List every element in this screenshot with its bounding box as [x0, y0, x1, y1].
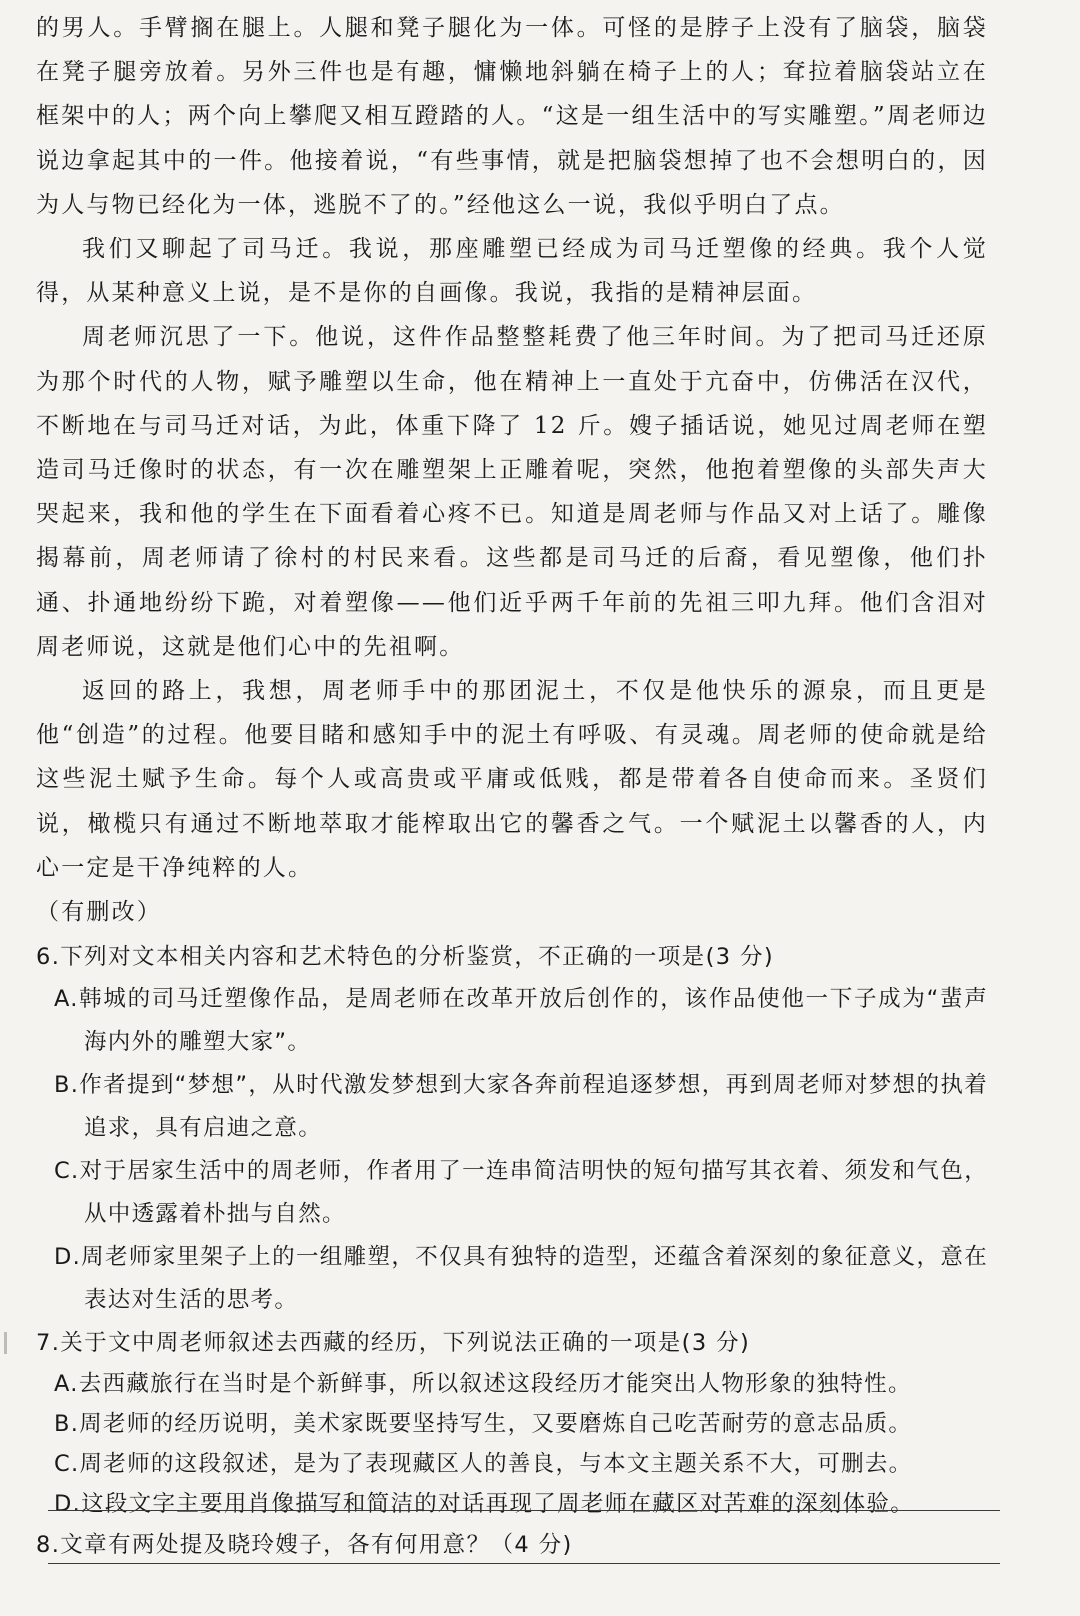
- passage-paragraph-4: 返回的路上，我想，周老师手中的那团泥土，不仅是他快乐的源泉，而且更是他“创造”的过程。他要目睹和感知手中的泥土有呼吸、有灵魂。周老师的使命就是给这些泥土赋予生命。每个人或高贵或平庸或低贱，都是带着各自使命而来。圣贤们说，橄榄只有通过不断地萃取才能榨取出它的馨香之气。一个赋泥土以馨香的人，内心一定是干净纯粹的人。: [36, 678, 988, 881]
- reading-passage: [36, 6, 988, 934]
- option-d: D.这段文字主要用肖像描写和简洁的对话再现了周老师在藏区对苦难的深刻体验。: [54, 1491, 915, 1518]
- question-stem: 8.文章有两处提及晓玲嫂子，各有何用意？（4 分): [36, 1532, 573, 1559]
- question-7: [36, 1322, 988, 1524]
- option-a: A.韩城的司马迁塑像作品，是周老师在改革开放后创作的，该作品使他一下子成为“蜚声海内外的雕塑大家”。: [54, 986, 988, 1056]
- question-stem: 6.下列对文本相关内容和艺术特色的分析鉴赏，不正确的一项是(3 分): [36, 944, 775, 971]
- option-b: B.周老师的经历说明，美术家既要坚持写生，又要磨炼自己吃苦耐劳的意志品质。: [54, 1411, 913, 1438]
- question-stem: 7.关于文中周老师叙述去西藏的经历，下列说法正确的一项是(3 分): [36, 1330, 751, 1357]
- scan-edge-mark: [4, 1332, 7, 1354]
- option-c: C.对于居家生活中的周老师，作者用了一连串简洁明快的短句描写其衣着、须发和气色，从中透露着朴拙与自然。: [54, 1158, 988, 1228]
- question-6: [36, 936, 988, 1322]
- passage-paragraph-1: 的男人。手臂搁在腿上。人腿和凳子腿化为一体。可怪的是脖子上没有了脑袋，脑袋在凳子腿旁放着。另外三件也是有趣，慵懒地斜躺在椅子上的人；耷拉着脑袋站立在框架中的人；两个向上攀爬又相互蹬踏的人。“这是一组生活中的写实雕塑。”周老师边说边拿起其中的一件。他接着说，“有些事情，就是把脑袋想掉了也不会想明白的，因为人与物已经化为一体，逃脱不了的。”经他这么一说，我似乎明白了点。: [36, 15, 988, 218]
- answer-line: [48, 1563, 1000, 1564]
- question-list: [36, 936, 988, 1566]
- option-d: D.周老师家里架子上的一组雕塑，不仅具有独特的造型，还蕴含着深刻的象征意义，意在表达对生活的思考。: [54, 1244, 988, 1314]
- passage-paragraph-2: 我们又聊起了司马迁。我说，那座雕塑已经成为司马迁塑像的经典。我个人觉得，从某种意义上说，是不是你的自画像。我说，我指的是精神层面。: [36, 236, 988, 307]
- option-a: A.去西藏旅行在当时是个新鲜事，所以叙述这段经历才能突出人物形象的独特性。: [54, 1371, 912, 1398]
- option-c: C.周老师的这段叙述，是为了表现藏区人的善良，与本文主题关系不大，可删去。: [54, 1451, 913, 1478]
- option-b: B.作者提到“梦想”，从时代激发梦想到大家各奔前程追逐梦想，再到周老师对梦想的执着追求，具有启迪之意。: [54, 1072, 988, 1142]
- passage-paragraph-3: 周老师沉思了一下。他说，这件作品整整耗费了他三年时间。为了把司马迁还原为那个时代的人物，赋予雕塑以生命，他在精神上一直处于亢奋中，仿佛活在汉代，不断地在与司马迁对话，为此，体重下降了 12 斤。嫂子插话说，她见过周老师在塑造司马迁像时的状态，有一次在雕塑架上正雕着呢，突然，他抱着塑像的头部失声大哭起来，我和他的学生在下面看着心疼不已。知道是周老师与作品又对上话了。雕像揭幕前，周老师请了徐村的村民来看。这些都是司马迁的后裔，看见塑像，他们扑通、扑通地纷纷下跪，对着塑像——他们近乎两千年前的先祖三叩九拜。他们含泪对周老师说，这就是他们心中的先祖啊。: [36, 324, 988, 660]
- source-note: （有删改）: [36, 899, 162, 926]
- answer-line: [48, 1510, 1000, 1511]
- answer-area[interactable]: [48, 1510, 1000, 1616]
